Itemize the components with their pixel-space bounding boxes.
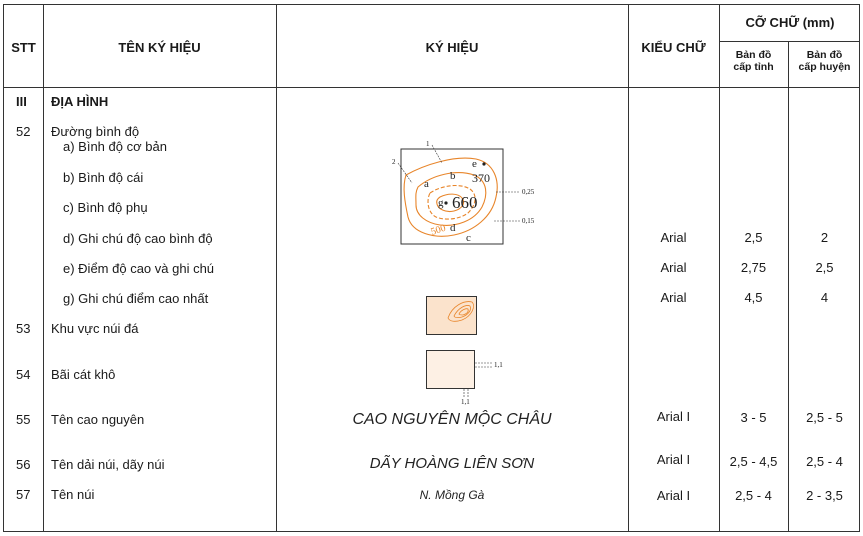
header-province-line1: Bản đồ: [735, 49, 772, 61]
contour-label-b: b: [450, 170, 456, 182]
contour-label-c: c: [466, 232, 471, 244]
dimension-label: 1,1: [461, 398, 470, 405]
province-size-cell: 2,75: [740, 260, 767, 275]
header-font-size: CỠ CHỮ (mm): [745, 15, 835, 30]
font-cell: Arial I: [656, 488, 691, 503]
header-symbol: KÝ HIỆU: [425, 40, 479, 55]
rocky-mountain-symbol: [426, 296, 478, 336]
header-stt: STT: [11, 40, 36, 55]
district-size-cell: 2,5 - 5: [806, 410, 843, 425]
symbol-text-range: DÃY HOÀNG LIÊN SƠN: [369, 455, 535, 472]
row-name: Tên cao nguyên: [51, 412, 145, 427]
subheader-divider: [719, 41, 859, 42]
province-size-cell: 4,5: [744, 290, 763, 305]
peak-point: [444, 201, 447, 204]
spot-height-point: [482, 162, 485, 165]
dry-sand-symbol: [424, 349, 524, 405]
contour-label-a: a: [424, 178, 429, 190]
row-subname: c) Bình độ phụ: [63, 200, 148, 215]
province-size-cell: 2,5 - 4: [735, 488, 772, 503]
contour-label-d: d: [450, 222, 456, 234]
header-divider: [4, 87, 859, 88]
col-divider: [43, 5, 44, 531]
row-name: Tên dải núi, dãy núi: [51, 457, 165, 472]
dimension-label: 0,25: [522, 188, 535, 196]
row-subname: e) Điểm độ cao và ghi chú: [63, 261, 215, 276]
header-font-style: KIỂU CHỮ: [641, 40, 706, 55]
col-divider: [276, 5, 277, 531]
district-size-cell: 2: [820, 230, 829, 245]
contour-lines-symbol: [384, 135, 554, 250]
symbol-text-mountain: N. Mồng Gà: [419, 488, 485, 502]
row-stt: 53: [16, 321, 31, 336]
row-name: Đường bình độ: [51, 124, 140, 139]
contour-label-e: e: [472, 158, 477, 170]
row-subname: g) Ghi chú điểm cao nhất: [63, 291, 209, 306]
row-name: Bãi cát khô: [51, 367, 116, 382]
font-cell: Arial I: [656, 452, 691, 467]
font-cell: Arial: [660, 260, 687, 275]
font-cell: Arial I: [656, 409, 691, 424]
section-stt: III: [16, 94, 27, 109]
contour-value-label: 500: [429, 222, 448, 238]
row-name: Tên núi: [51, 487, 95, 502]
dimension-label: 1,1: [494, 361, 503, 369]
province-size-cell: 2,5: [744, 230, 763, 245]
district-size-cell: 2 - 3,5: [806, 488, 843, 503]
peak-height-label: 660: [452, 193, 478, 212]
row-name: Khu vực núi đá: [51, 321, 139, 336]
header-district-line1: Bản đồ: [806, 49, 843, 61]
header-name: TÊN KÝ HIỆU: [118, 40, 201, 55]
symbol-table: [3, 4, 860, 532]
row-subname: a) Bình độ cơ bản: [63, 139, 167, 154]
contour-label-g: g: [438, 197, 444, 209]
spot-height-label: 370: [472, 171, 490, 185]
district-size-cell: 2,5: [815, 260, 834, 275]
row-stt: 55: [16, 412, 31, 427]
row-stt: 56: [16, 457, 31, 472]
row-subname: d) Ghi chú độ cao bình độ: [63, 231, 213, 246]
font-cell: Arial: [660, 290, 687, 305]
header-province-line2: cấp tỉnh: [733, 61, 774, 73]
row-stt: 52: [16, 124, 31, 139]
callout-label: 1: [426, 140, 430, 148]
province-size-cell: 2,5 - 4,5: [729, 454, 778, 469]
header-district: [788, 49, 861, 73]
section-name: ĐỊA HÌNH: [51, 94, 109, 109]
province-size-cell: 3 - 5: [740, 410, 767, 425]
row-subname: b) Bình độ cái: [63, 170, 144, 185]
symbol-text-plateau: CAO NGUYÊN MỘC CHÂU: [352, 411, 552, 428]
district-size-cell: 2,5 - 4: [806, 454, 843, 469]
header-district-line2: cấp huyện: [798, 61, 851, 73]
row-stt: 54: [16, 367, 31, 382]
district-size-cell: 4: [820, 290, 829, 305]
dimension-label: 0,15: [522, 217, 535, 225]
callout-label: 2: [392, 158, 396, 166]
font-cell: Arial: [660, 230, 687, 245]
header-province: [719, 49, 788, 73]
row-stt: 57: [16, 487, 31, 502]
